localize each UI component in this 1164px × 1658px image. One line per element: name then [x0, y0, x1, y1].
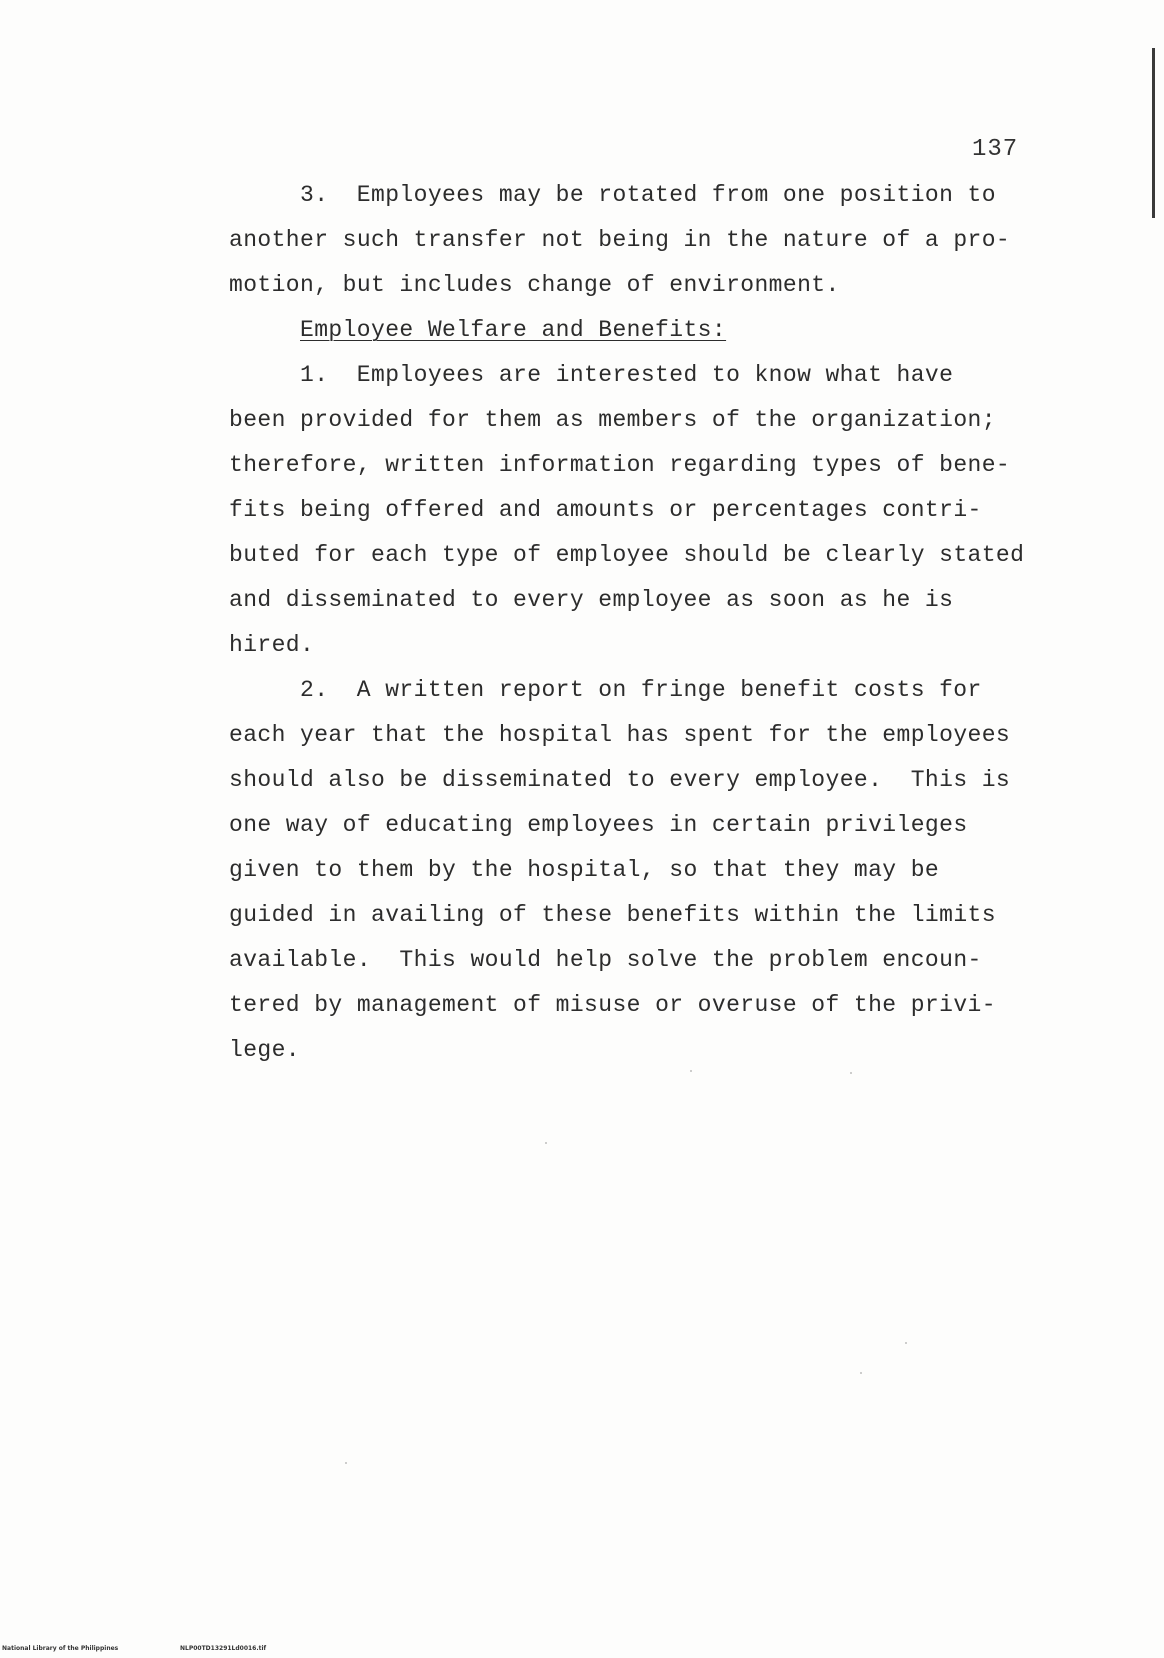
text-line: tered by management of misuse or overuse of the privi-	[229, 992, 996, 1018]
text-line: been provided for them as members of the organization;	[229, 407, 996, 433]
text-line: buted for each type of employee should be clearly stated	[229, 542, 1025, 568]
scan-speck	[905, 1342, 907, 1344]
page-number: 137	[972, 136, 1019, 163]
text-line: fits being offered and amounts or percentages contri-	[229, 497, 982, 523]
text-line: 1. Employees are interested to know what have	[300, 362, 954, 388]
scan-speck	[545, 1142, 547, 1144]
footer-file-id: NLP00TD13291Ld0016.tif	[180, 1645, 267, 1652]
text-line: hired.	[229, 632, 315, 658]
scan-speck	[850, 1072, 852, 1074]
text-line: and disseminated to every employee as soon as he is	[229, 587, 954, 613]
text-line: therefore, written information regarding types of bene-	[229, 452, 1011, 478]
text-line: guided in availing of these benefits within the limits	[229, 902, 996, 928]
footer-library-credit: National Library of the Philippines	[2, 1645, 119, 1652]
section-heading: Employee Welfare and Benefits:	[300, 317, 727, 343]
text-line: lege.	[229, 1037, 301, 1063]
text-line: each year that the hospital has spent for the employees	[229, 722, 1011, 748]
text-line: one way of educating employees in certain privileges	[229, 812, 968, 838]
text-line: another such transfer not being in the nature of a pro-	[229, 227, 1011, 253]
scan-speck	[690, 1070, 692, 1072]
text-line: 3. Employees may be rotated from one position to	[300, 182, 996, 208]
scan-speck	[345, 1462, 347, 1464]
text-line: motion, but includes change of environment.	[229, 272, 840, 298]
text-line: given to them by the hospital, so that they may be	[229, 857, 940, 883]
scan-speck	[860, 1372, 862, 1374]
text-line: available. This would help solve the problem encoun-	[229, 947, 982, 973]
scan-edge-mark	[1152, 48, 1155, 218]
text-line: should also be disseminated to every employee. This is	[229, 767, 1011, 793]
text-line: 2. A written report on fringe benefit costs for	[300, 677, 982, 703]
